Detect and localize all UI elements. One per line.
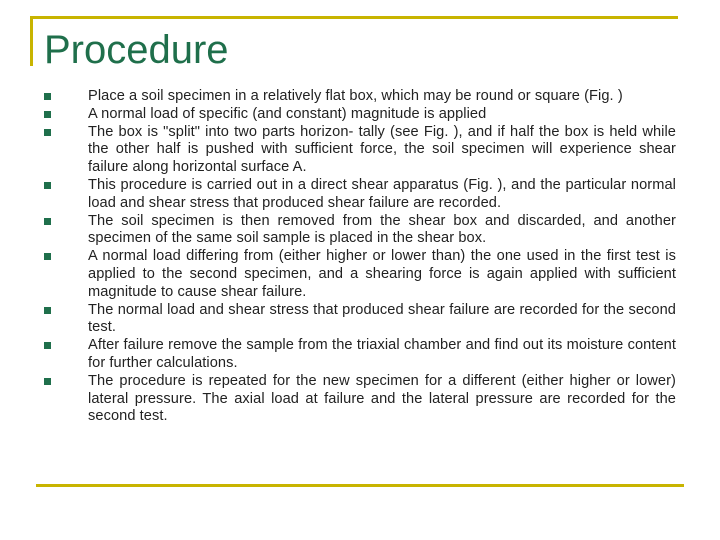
bullet-text: A normal load of specific (and constant) magnitude is applied (88, 105, 487, 122)
bullet-item (44, 213, 676, 249)
square-bullet-icon (44, 129, 51, 136)
bullet-item (44, 337, 676, 373)
bullet-text: Place a soil specimen in a relatively flat box, which may be round or square (Fig. ) (88, 88, 623, 104)
square-bullet-icon (44, 342, 51, 349)
square-bullet-icon (44, 253, 51, 260)
bullet-item (44, 302, 676, 338)
slide-title: Procedure (44, 28, 229, 72)
bullet-item (44, 124, 676, 177)
procedure-bullet-list (44, 88, 676, 426)
bullet-text: This procedure is carried out in a direct shear apparatus (Fig. ), and the particular normal load and shear stress that produced shear failure are recorded. (88, 176, 676, 211)
title-frame-top-line (30, 16, 678, 19)
square-bullet-icon (44, 93, 51, 100)
bullet-text: After failure remove the sample from the triaxial chamber and find out its moisture content for further calculations. (88, 337, 676, 371)
square-bullet-icon (44, 182, 51, 189)
bullet-item (44, 106, 676, 124)
square-bullet-icon (44, 378, 51, 385)
bottom-divider-line (36, 484, 684, 487)
bullet-text: A normal load differing from (either higher or lower than) the one used in the first test is applied to the second specimen, and a shearing force is again applied with sufficient magnitude to cause shear failure. (88, 248, 676, 300)
bullet-item (44, 88, 676, 106)
square-bullet-icon (44, 111, 51, 118)
bullet-item (44, 177, 676, 213)
title-frame-left-line (30, 16, 33, 66)
bullet-item (44, 373, 676, 426)
bullet-text: The soil specimen is then removed from the shear box and discarded, and another specimen of the same soil sample is placed in the shear box. (88, 212, 676, 247)
bullet-text: The box is "split" into two parts horizon- tally (see Fig. ), and if half the box is held while the other half is pushed with sufficient force, the soil specimen will experience shear failure along horizontal surface A. (88, 123, 676, 176)
square-bullet-icon (44, 218, 51, 225)
bullet-text: The procedure is repeated for the new specimen for a different (either higher or lower) lateral pressure. The axial load at failure and the lateral pressure are recorded for the second test. (88, 372, 676, 425)
bullet-text: The normal load and shear stress that produced shear failure are recorded for the second test. (88, 301, 676, 336)
bullet-item (44, 248, 676, 301)
square-bullet-icon (44, 307, 51, 314)
